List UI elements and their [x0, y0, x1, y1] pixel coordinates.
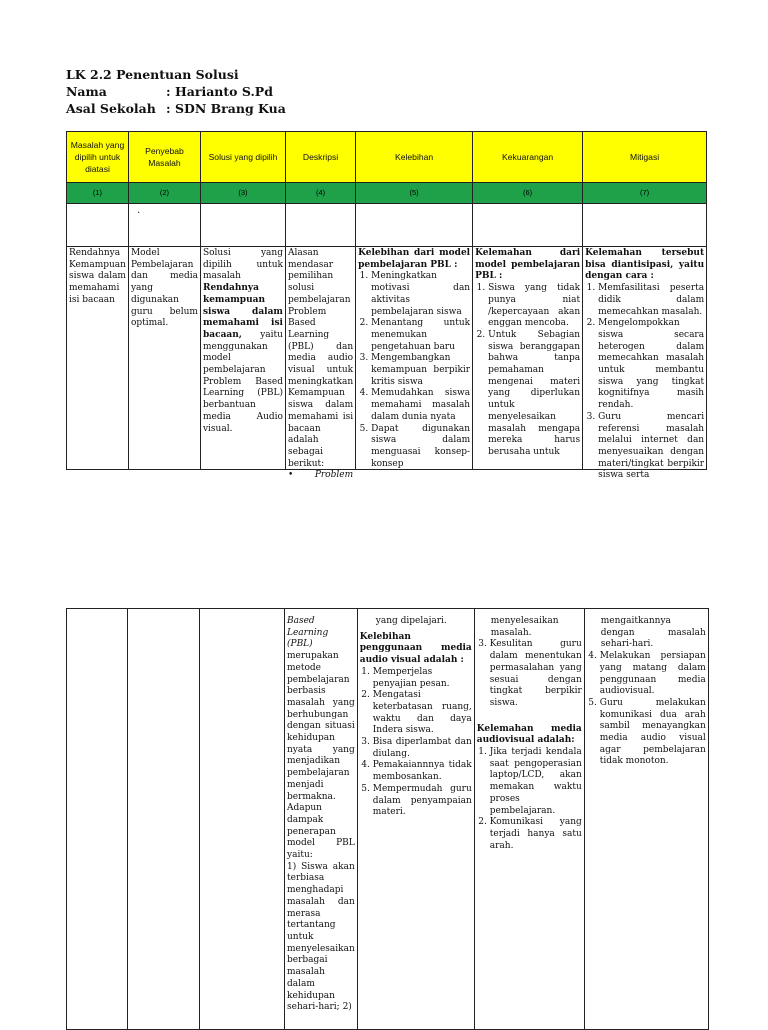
nama-row	[66, 83, 286, 100]
list-item: 5. Guru melakukan komunikasi dua arah sambil menayangkan media audio visual agar pembelajaran tidak monoton.	[600, 698, 706, 768]
sekolah-row	[66, 100, 286, 117]
kelebihan-list	[358, 271, 470, 470]
col-number: (3)	[200, 183, 285, 204]
list-item: 4. Melakukan persiapan yang matang dalam penggunaan media audiovisual.	[600, 651, 706, 698]
col-number: (6)	[473, 183, 583, 204]
mitigasi-cont-text: mengaitkannya dengan masalah sehari-hari.	[600, 616, 706, 650]
cell-masalah	[67, 247, 129, 470]
nama-label: Nama	[66, 84, 107, 99]
cell-solusi	[200, 247, 285, 470]
deskripsi-cont-block	[287, 610, 355, 1028]
list-item: 1. Meningkatkan motivasi dan aktivitas pembelajaran siswa	[371, 271, 470, 318]
header-solusi: Solusi yang dipilih	[200, 132, 285, 183]
content-row	[67, 247, 707, 470]
empty-cell	[128, 204, 200, 247]
document-title: LK 2.2 Penentuan Solusi	[66, 67, 239, 82]
header-deskripsi: Deskripsi	[285, 132, 355, 183]
nama-value: : Harianto S.Pd	[166, 84, 273, 99]
empty-cell	[356, 204, 473, 247]
kekurangan-cont-list	[477, 639, 582, 709]
empty-cell	[473, 204, 583, 247]
list-item: 1. Siswa yang tidak punya niat /kepercayaan akan enggan mencoba.	[488, 283, 580, 330]
header-mitigasi: Mitigasi	[583, 132, 707, 183]
deskripsi-block	[287, 248, 354, 481]
sekolah-value: : SDN Brang Kua	[166, 101, 286, 116]
mitigasi-title: Kelemahan tersebut bisa diantisipasi, yaitu dengan cara :	[585, 248, 705, 282]
cell-kelebihan	[356, 247, 473, 470]
list-item: 4. Memudahkan siswa memahami masalah dalam dunia nyata	[371, 388, 470, 423]
cell-mitigasi-cont	[584, 609, 708, 1030]
continuation-row	[67, 609, 709, 1030]
header-masalah: Masalah yang dipilih untuk diatasi	[67, 132, 129, 183]
document-header	[66, 66, 286, 117]
empty-cell	[285, 204, 355, 247]
cell-kekurangan	[473, 247, 583, 470]
header-kelebihan: Kelebihan	[356, 132, 473, 183]
deskripsi-cont-text: merupakan metode pembelajaran berbasis masalah yang berhubungan dengan situasi kehidupan nyata yang menjadikan pembelajaran menjadi bermakna. Adapun dampak penerapan model PBL yaitu:	[287, 651, 355, 861]
mitigasi-block	[585, 248, 705, 481]
empty-row	[67, 204, 707, 247]
deskripsi-text: Alasan mendasar pemilihan solusi pembelajaran Problem Based Learning (PBL) dan media audio visual untuk meningkatkan Kemampuan siswa dalam memahami isi bacaan adalah sebagai berikut:	[287, 248, 354, 469]
kekurangan-list	[475, 283, 580, 459]
solusi-rest: yaitu menggunakan model pembelajaran Problem Based Learning (PBL) berbantuan media Audio visual.	[202, 329, 283, 434]
deskripsi-bullet-line	[288, 470, 353, 482]
col-number: (5)	[356, 183, 473, 204]
solusi-bold: Rendahnya kemampuan siswa dalam memahami isi bacaan,	[202, 283, 283, 340]
empty-row-mark: .	[136, 205, 141, 216]
solusi-intro: Solusi yang dipilih untuk masalah	[202, 248, 283, 282]
number-row	[67, 183, 707, 204]
cell-deskripsi-cont	[285, 609, 358, 1030]
cell-deskripsi	[285, 247, 355, 481]
cell-penyebab-cont	[128, 609, 200, 1030]
mitigasi-cont-list	[587, 651, 706, 768]
solusi-block	[203, 248, 283, 467]
col-number: (4)	[285, 183, 355, 204]
list-item: 5. Mempermudah guru dalam penyampaian materi.	[373, 784, 472, 819]
list-item: 2. Komunikasi yang terjadi hanya satu arah.	[490, 817, 582, 852]
solution-table-page2	[66, 608, 709, 1030]
deskripsi-italic: Based Learning (PBL)	[287, 616, 329, 650]
list-item: 3. Mengembangkan kemampuan berpikir kritis siswa	[371, 353, 470, 388]
header-kekurangan: Kekuarangan	[473, 132, 583, 183]
list-item: 3. Kesulitan guru dalam menentukan permasalahan yang sesuai dengan tingkat berpikir siswa.	[490, 639, 582, 709]
kelebihan-block	[358, 248, 470, 467]
kekurangan-audio-list	[477, 747, 582, 852]
kekurangan-title: Kelemahan dari model pembelajaran PBL :	[475, 248, 581, 282]
list-item: 1. Memperjelas penyajian pesan.	[373, 667, 472, 690]
penyebab-text: Model Pembelajaran dan media yang digunakan guru belum optimal.	[130, 248, 198, 329]
deskripsi-cont-tail: 1) Siswa akan terbiasa menghadapi masalah dan merasa tertantang untuk menyelesaikan berbagai masalah dalam kehidupan sehari-hari; 2)	[287, 861, 355, 1013]
list-item: 5. Dapat digunakan siswa dalam menguasai konsep-konsep	[371, 424, 470, 471]
col-number: (2)	[128, 183, 200, 204]
list-item: 2. Mengelompokkan siswa secara heterogen dalam memecahkan masalah untuk membantu siswa yang tingkat kognitifnya masih rendah.	[598, 318, 704, 412]
list-item: 4. Pemakaiannnya tidak membosankan.	[373, 760, 472, 783]
list-item: 3. Guru mencari referensi masalah melalui internet dan menyesuaikan dengan materi/tingkat berpikir siswa serta	[598, 412, 704, 482]
list-item: 2. Menantang untuk menemukan pengetahuan baru	[371, 318, 470, 353]
kelebihan-audio-list	[360, 667, 472, 819]
kelebihan-audio-title: Kelebihan penggunaan media audio visual adalah :	[359, 631, 472, 666]
mitigasi-cont-block	[587, 610, 706, 1028]
kekurangan-cont-text: menyelesaikan masalah.	[490, 616, 559, 638]
col-number: (7)	[583, 183, 707, 204]
cell-mitigasi	[583, 247, 707, 481]
cell-penyebab	[128, 247, 200, 470]
kekurangan-cont-block	[477, 610, 582, 1028]
list-item: 1. Memfasilitasi peserta didik dalam memecahkan masalah.	[598, 283, 704, 318]
solution-table-page1	[66, 131, 707, 481]
kelebihan-title: Kelebihan dari model pembelajaran PBL :	[358, 248, 471, 270]
col-number: (1)	[67, 183, 129, 204]
kelebihan-cont-block	[360, 610, 472, 1028]
kelebihan-cont-text: yang dipelajari.	[375, 616, 447, 626]
masalah-text: Rendahnya Kemampuan siswa dalam memahami isi bacaan	[69, 248, 126, 305]
list-item: 3. Bisa diperlambat dan diulang.	[373, 737, 472, 760]
list-item: 1. Jika terjadi kendala saat pengoperasian laptop/LCD, akan memakan waktu proses pembelajaran.	[490, 747, 582, 817]
deskripsi-bullet-text: Problem	[314, 470, 354, 481]
cell-kelebihan-cont	[357, 609, 474, 1030]
list-item: 2. Mengatasi keterbatasan ruang, waktu dan daya Indera siswa.	[373, 690, 472, 737]
cell-masalah-cont	[67, 609, 128, 1030]
list-item: 2. Untuk Sebagian siswa beranggapan bahwa tanpa pemahaman mengenai materi yang diperlukan untuk menyelesaikan masalah mengapa mereka harus berusaha untuk	[488, 330, 580, 459]
sekolah-label: Asal Sekolah	[66, 101, 156, 116]
header-penyebab: Penyebab Masalah	[128, 132, 200, 183]
empty-cell	[200, 204, 285, 247]
cell-kekurangan-cont	[474, 609, 584, 1030]
empty-cell	[67, 204, 129, 247]
bullet-icon: •	[287, 470, 294, 481]
cell-solusi-cont	[200, 609, 285, 1030]
kekurangan-audio-title: Kelemahan media audiovisual adalah:	[476, 723, 582, 746]
header-row	[67, 132, 707, 183]
mitigasi-list	[585, 283, 704, 482]
kekurangan-block	[475, 248, 580, 467]
empty-cell	[583, 204, 707, 247]
